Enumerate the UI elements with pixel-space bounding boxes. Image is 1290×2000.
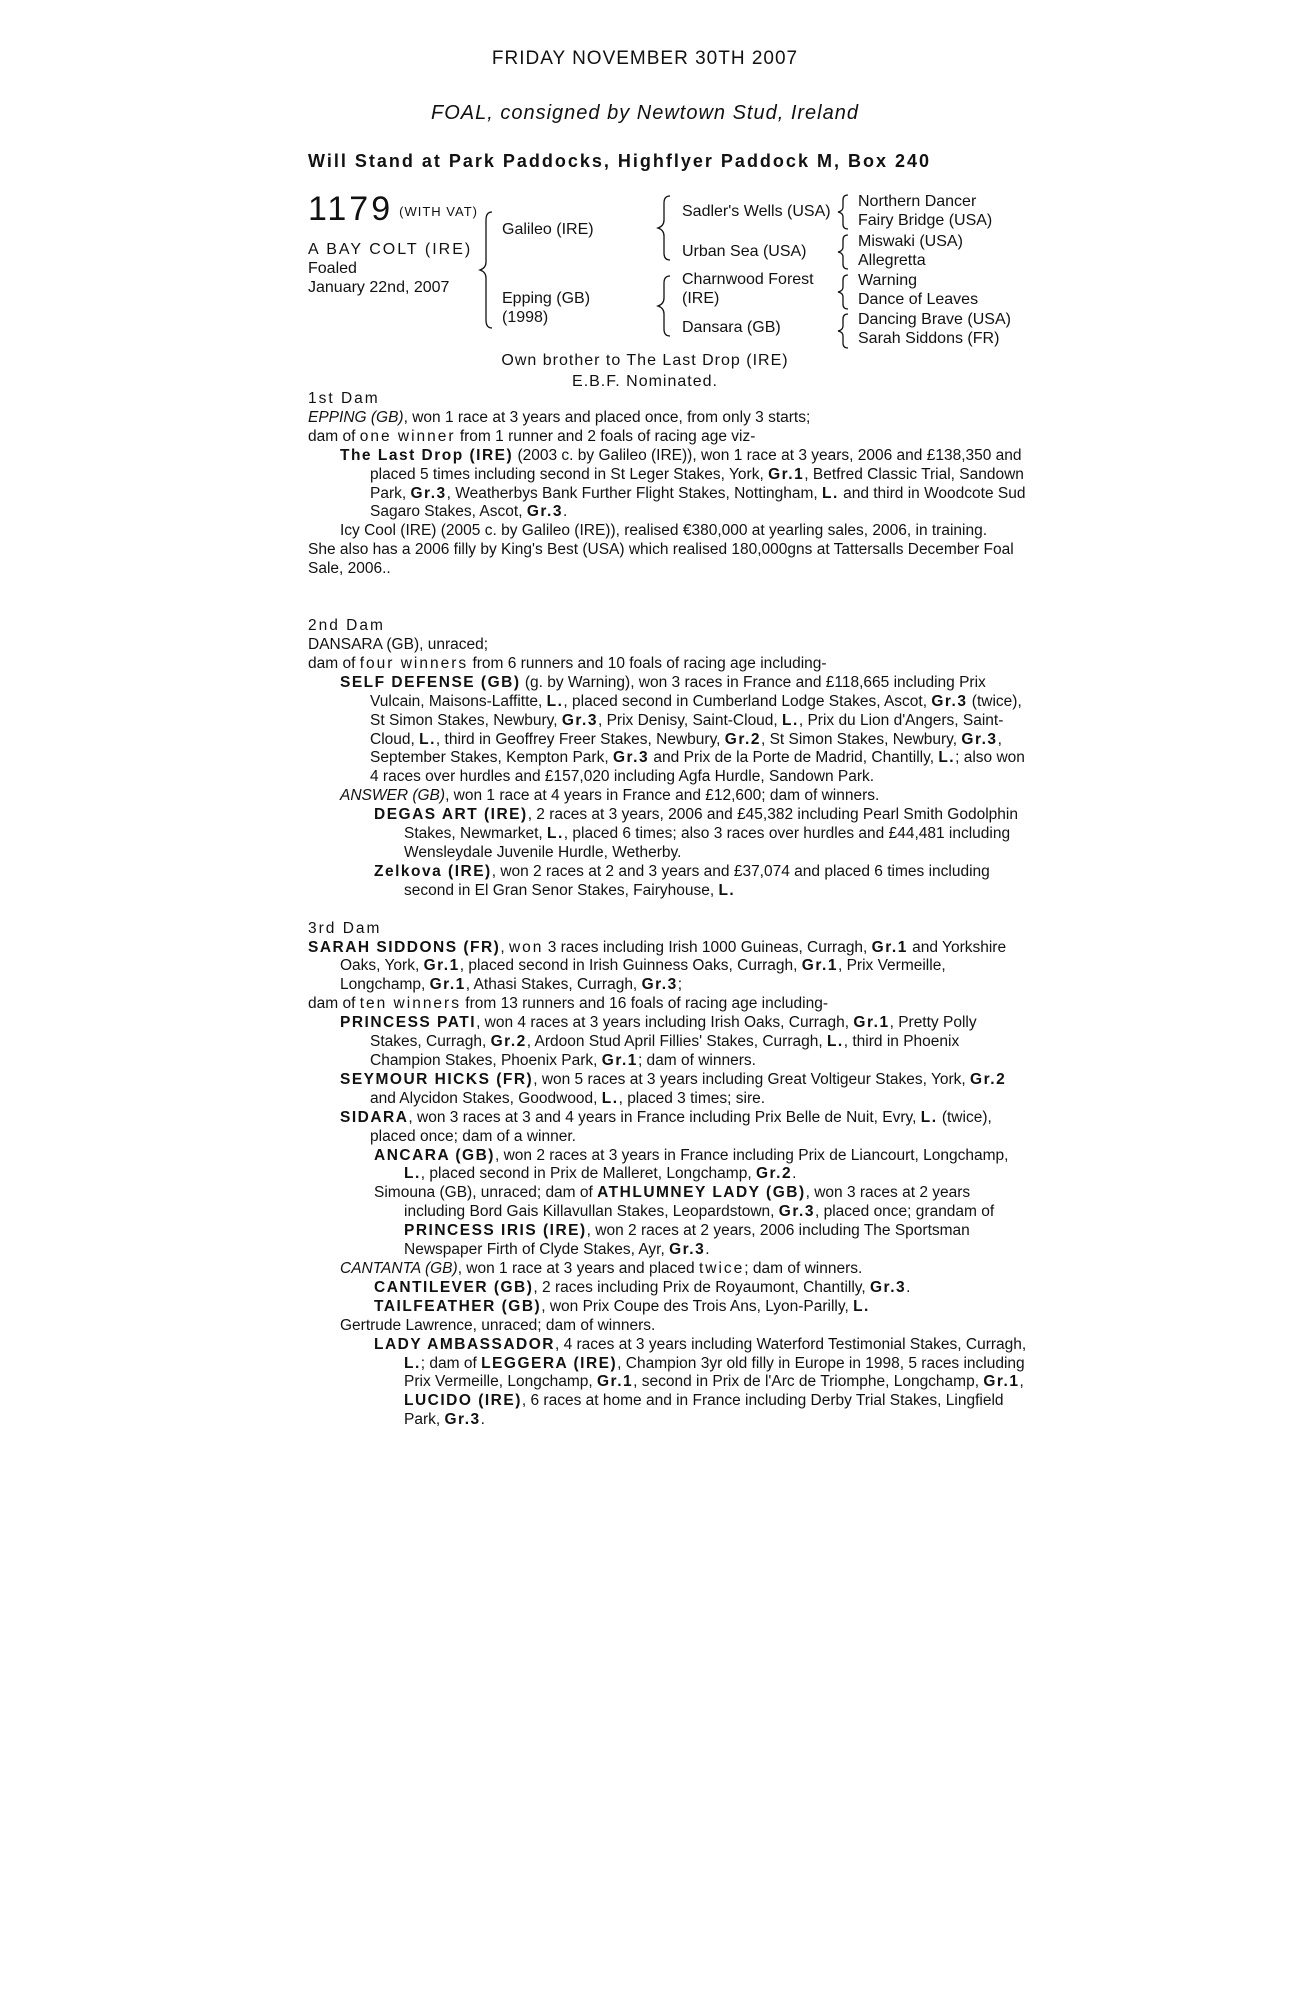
text-run: L.	[718, 881, 736, 899]
progeny-gertrude-lawrence: Gertrude Lawrence, unraced; dam of winners.	[340, 1316, 656, 1334]
text-run: L.	[782, 711, 799, 729]
progeny-icy-cool: Icy Cool (IRE) (2005 c. by Galileo (IRE)), realised €380,000 at yearling sales, 2006, in training.	[340, 522, 988, 540]
text-run: SARAH SIDDONS (FR)	[308, 938, 501, 956]
text-run: .	[906, 1278, 911, 1296]
text-run: Gr.1	[853, 1014, 890, 1032]
text-run: , won 3 races at 2 years including Bord Gais Killavullan Stakes, Leopardstown,	[404, 1184, 971, 1221]
text-run: , won 1 race at 3 years and placed once, from only 3 starts;	[403, 408, 811, 426]
text-run: Gr.1	[596, 1373, 634, 1391]
dam-sire-line2: (IRE)	[682, 290, 720, 307]
text-run: SIDARA	[340, 1108, 409, 1126]
text-run: , St Simon Stakes, Newbury,	[760, 730, 962, 748]
text-run: ATHLUMNEY LADY (GB)	[597, 1184, 806, 1202]
text-run: ; also won 4 races over hurdles and £157,020 including Agfa Hurdle, Sandown Park.	[370, 749, 1025, 786]
dam-dam: Dansara (GB)	[682, 319, 781, 336]
text-run: ANSWER (GB)	[340, 787, 446, 805]
text-run: SEYMOUR HICKS (FR)	[340, 1070, 534, 1088]
bracket-main	[480, 212, 500, 332]
text-run: , Champion 3yr old filly in Europe in 1998, 5 races including Prix Vermeille, Longchamp,	[404, 1354, 1025, 1391]
text-run: L.	[419, 730, 436, 748]
text-run: twice	[698, 1259, 745, 1277]
text-run: Simouna (GB), unraced; dam of	[374, 1184, 598, 1202]
gen3-1: Northern Dancer	[858, 193, 977, 210]
text-run: Gr.3	[410, 484, 447, 502]
dam-sire	[682, 270, 814, 308]
text-run: and Alycidon Stakes, Goodwood,	[370, 1089, 602, 1107]
progeny-seymour-hicks	[308, 1071, 1028, 1109]
text-run: , won 5 races at 3 years including Great Voltigeur Stakes, York,	[533, 1070, 971, 1088]
text-run: (2003 c. by Galileo (IRE)), won 1 race at 3 years, 2006 and £138,350 and placed 5 times including second in St Leger Stakes, York,	[370, 446, 1022, 483]
text-run: Gr.3	[778, 1203, 815, 1221]
text-run: (g. by Warning), won 3 races in France and £118,665 including Prix Vulcain, Maisons-Laffitte,	[370, 673, 986, 710]
text-run: and Prix de la Porte de Madrid, Chantilly,	[649, 749, 939, 767]
text-run: , placed 3 times; sire.	[618, 1089, 766, 1107]
bracket-g2	[838, 235, 852, 271]
text-run: Gr.3	[612, 749, 650, 767]
vat-label: (WITH VAT)	[399, 204, 478, 219]
bracket-g4	[838, 314, 852, 350]
text-run: , Prix Vermeille, Longchamp,	[340, 957, 946, 994]
catalogue-body	[308, 390, 1028, 1430]
text-run: from 13 runners and 16 foals of racing age including-	[460, 995, 829, 1013]
dam-year: (1998)	[502, 309, 549, 326]
text-run: ; dam of winners.	[744, 1259, 863, 1277]
text-run: Gr.1	[601, 1052, 638, 1069]
text-run: , placed 6 times; also 3 races over hurdles and £44,481 including Wensleydale Juvenile Hurdle, Wetherby.	[404, 825, 1011, 861]
text-run: , won 2 races at 2 years, 2006 including The Sportsman Newspaper Firth of Clyde Stakes, Ayr,	[404, 1222, 970, 1259]
text-run: Gr.1	[768, 465, 805, 483]
text-run: Gr.1	[871, 938, 908, 956]
text-run: CANTANTA (GB)	[340, 1259, 458, 1277]
dam-name	[502, 289, 590, 327]
colt-name: A BAY COLT (IRE)	[308, 241, 473, 258]
bracket-dam	[658, 276, 678, 342]
text-run: ; dam of winners.	[637, 1052, 756, 1069]
text-run: , won 1 race at 3 years and placed	[457, 1259, 699, 1277]
text-run: Gr.3	[444, 1411, 481, 1429]
text-run: and third in Woodcote Sud Sagaro Stakes, Ascot,	[370, 484, 1026, 521]
pedigree-notes	[0, 350, 1290, 392]
own-brother-note: Own brother to The Last Drop (IRE)	[501, 352, 789, 369]
progeny-simouna	[308, 1184, 1028, 1260]
text-run: , Prix Denisy, Saint-Cloud,	[597, 711, 783, 729]
text-run: .	[562, 503, 568, 521]
text-run: TAILFEATHER (GB)	[374, 1297, 542, 1315]
progeny-cantanta	[308, 1260, 1028, 1279]
text-run: dam of	[308, 654, 360, 672]
text-run: Gr.1	[801, 957, 838, 975]
text-run: dam of	[308, 427, 360, 445]
gen3-7: Dancing Brave (USA)	[858, 311, 1011, 328]
bracket-sire	[658, 196, 678, 266]
gen3-4: Allegretta	[858, 252, 926, 269]
text-run: ; dam of	[420, 1354, 482, 1372]
sale-date: FRIDAY NOVEMBER 30TH 2007	[491, 48, 799, 69]
foaled-date: January 22nd, 2007	[308, 279, 450, 296]
text-run: , Weatherbys Bank Further Flight Stakes, Nottingham,	[446, 484, 822, 502]
text-run: , won 2 races at 2 and 3 years and £37,074 and placed 6 times including second in El Gran Senor Stakes, Fairyhouse,	[404, 862, 990, 899]
first-dam-record	[308, 409, 1028, 428]
text-run: , second in Prix de l'Arc de Triomphe, Longchamp,	[633, 1373, 984, 1391]
text-run: Gr.3	[961, 730, 998, 748]
text-run: , placed second in Cumberland Lodge Stakes, Ascot,	[563, 692, 932, 710]
text-run: SELF DEFENSE (GB)	[340, 673, 521, 691]
text-run: , Pretty Polly Stakes, Curragh,	[370, 1014, 977, 1051]
text-run: one winner	[359, 427, 456, 445]
text-run: , 2 races including Prix de Royaumont, Chantilly,	[533, 1278, 870, 1296]
text-run: ANCARA (GB)	[374, 1146, 495, 1164]
text-run: LUCIDO (IRE)	[404, 1392, 522, 1410]
sire-name: Galileo (IRE)	[502, 221, 594, 238]
progeny-self-defense	[308, 674, 1028, 787]
text-run: , 2 races at 3 years, 2006 and £45,382 including Pearl Smith Godolphin Stakes, Newmarket,	[404, 806, 1018, 843]
lot-description	[308, 240, 472, 297]
text-run: ,	[1019, 1373, 1024, 1391]
consignment-line: FOAL, consigned by Newtown Stud, Ireland	[431, 102, 859, 124]
gen3-6: Dance of Leaves	[858, 291, 979, 308]
text-run: Gr.2	[970, 1070, 1007, 1088]
text-run: Gr.2	[490, 1033, 527, 1051]
text-run: , won 3 races at 3 and 4 years in France including Prix Belle de Nuit, Evry,	[408, 1108, 921, 1126]
text-run: ,	[500, 938, 509, 956]
gen3-8: Sarah Siddons (FR)	[858, 330, 1000, 347]
progeny-ancara	[308, 1147, 1028, 1185]
text-run: Gr.2	[724, 730, 761, 748]
text-run: Gr.3	[870, 1278, 907, 1296]
text-run: and Yorkshire Oaks, York,	[340, 938, 1007, 975]
text-run: , won 2 races at 3 years in France including Prix de Liancourt, Longchamp,	[494, 1146, 1009, 1164]
third-dam-produce	[308, 995, 1028, 1014]
second-dam-produce	[308, 655, 1028, 674]
text-run: (twice), placed once; dam of a winner.	[370, 1108, 992, 1145]
lot-number: 1179	[308, 190, 394, 228]
text-run: Gr.1	[423, 957, 460, 975]
text-run: Gr.3	[931, 692, 968, 710]
text-run: The Last Drop (IRE)	[340, 446, 514, 464]
ebf-note: E.B.F. Nominated.	[572, 373, 718, 390]
progeny-cantilever	[308, 1279, 1028, 1298]
text-run: won	[508, 938, 544, 956]
text-run: , 6 races at home and in France including Derby Trial Stakes, Lingfield Park,	[404, 1392, 1004, 1429]
text-run: from 6 runners and 10 foals of racing age including-	[468, 654, 827, 672]
text-run: 3 races including Irish 1000 Guineas, Curragh,	[543, 938, 872, 956]
second-dam-name: DANSARA (GB), unraced;	[308, 635, 489, 653]
bracket-g1	[838, 195, 852, 231]
progeny-princess-pati	[308, 1014, 1028, 1071]
text-run: , placed second in Irish Guinness Oaks, Curragh,	[459, 957, 802, 975]
text-run: Zelkova (IRE)	[374, 862, 492, 880]
text-run: Gr.3	[669, 1241, 706, 1259]
dam-name-line1: Epping (GB)	[502, 290, 591, 307]
text-run: , won 1 race at 4 years in France and £12,600; dam of winners.	[445, 787, 880, 805]
text-run: L.	[546, 692, 564, 710]
third-dam-heading: 3rd Dam	[308, 919, 382, 937]
progeny-tailfeather	[308, 1298, 1028, 1317]
text-run: L.	[826, 1033, 844, 1051]
sire-dam: Urban Sea (USA)	[682, 243, 807, 260]
text-run: .	[705, 1241, 710, 1259]
text-run: EPPING (GB)	[308, 408, 404, 426]
first-dam-also: She also has a 2006 filly by King's Best (USA) which realised 180,000gns at Tattersalls December Foal Sale, 2006..	[308, 541, 1014, 578]
text-run: Gr.3	[526, 503, 563, 521]
gen3-2: Fairy Bridge (USA)	[858, 212, 993, 229]
text-run: , third in Geoffrey Freer Stakes, Newbury,	[435, 730, 725, 748]
text-run: Gr.3	[561, 711, 598, 729]
progeny-zelkova	[308, 863, 1028, 901]
progeny-last-drop	[308, 447, 1028, 523]
text-run: DEGAS ART (IRE)	[374, 806, 528, 824]
text-run: L.	[601, 1089, 619, 1107]
text-run: , 4 races at 3 years including Waterford Testimonial Stakes, Curragh,	[554, 1335, 1027, 1353]
text-run: L.	[938, 749, 956, 767]
lot-number-block	[308, 190, 478, 229]
progeny-degas-art	[308, 806, 1028, 863]
text-run: (twice), St Simon Stakes, Newbury,	[370, 692, 1022, 729]
stand-location: Will Stand at Park Paddocks, Highflyer Paddock M, Box 240	[308, 151, 931, 171]
text-run: L.	[853, 1297, 870, 1315]
progeny-answer	[308, 787, 1028, 806]
text-run: Gr.1	[429, 976, 466, 994]
text-run: , Prix du Lion d'Angers, Saint-Cloud,	[370, 711, 1004, 748]
text-run: LEGGERA (IRE)	[481, 1354, 618, 1372]
text-run: , third in Phoenix Champion Stakes, Phoenix Park,	[370, 1033, 960, 1069]
text-run: L.	[404, 1165, 421, 1183]
text-run: Gr.2	[755, 1165, 793, 1183]
dam-sire-line1: Charnwood Forest	[682, 271, 814, 288]
text-run: , Betfred Classic Trial, Sandown Park,	[370, 465, 1024, 502]
second-dam-heading: 2nd Dam	[308, 617, 385, 635]
text-run: .	[792, 1165, 797, 1183]
progeny-sidara	[308, 1109, 1028, 1147]
text-run: Gr.1	[983, 1373, 1020, 1391]
text-run: from 1 runner and 2 foals of racing age viz-	[455, 427, 756, 445]
text-run: , won Prix Coupe des Trois Ans, Lyon-Parilly,	[541, 1297, 854, 1315]
sire-sire: Sadler's Wells (USA)	[682, 203, 831, 220]
text-run: ;	[677, 976, 683, 994]
text-run: ten winners	[359, 995, 461, 1013]
first-dam-heading: 1st Dam	[308, 390, 380, 407]
text-run: , won 4 races at 3 years including Irish Oaks, Curragh,	[476, 1014, 854, 1032]
text-run: L.	[821, 484, 839, 502]
text-run: LADY AMBASSADOR	[374, 1335, 555, 1353]
third-dam-record	[308, 939, 1028, 996]
bracket-g3	[838, 275, 852, 311]
text-run: L.	[547, 825, 564, 843]
text-run: four winners	[359, 654, 469, 672]
first-dam-produce	[308, 428, 1028, 447]
gen3-3: Miswaki (USA)	[858, 233, 963, 250]
text-run: , September Stakes, Kempton Park,	[370, 730, 1002, 767]
text-run: , Ardoon Stud April Fillies' Stakes, Curragh,	[526, 1033, 827, 1051]
text-run: , placed second in Prix de Malleret, Longchamp,	[420, 1165, 756, 1183]
text-run: PRINCESS PATI	[340, 1014, 477, 1032]
text-run: dam of	[308, 995, 360, 1013]
text-run: , Athasi Stakes, Curragh,	[465, 976, 642, 994]
text-run: .	[480, 1411, 485, 1429]
text-run: L.	[404, 1354, 421, 1372]
foaled-label: Foaled	[308, 260, 357, 277]
text-run: , placed once; grandam of	[814, 1203, 995, 1221]
text-run: CANTILEVER (GB)	[374, 1278, 534, 1296]
text-run: Gr.3	[641, 976, 678, 994]
gen3-5: Warning	[858, 272, 917, 289]
text-run: L.	[920, 1108, 938, 1126]
progeny-lady-ambassador	[308, 1336, 1028, 1431]
text-run: PRINCESS IRIS (IRE)	[404, 1222, 587, 1240]
